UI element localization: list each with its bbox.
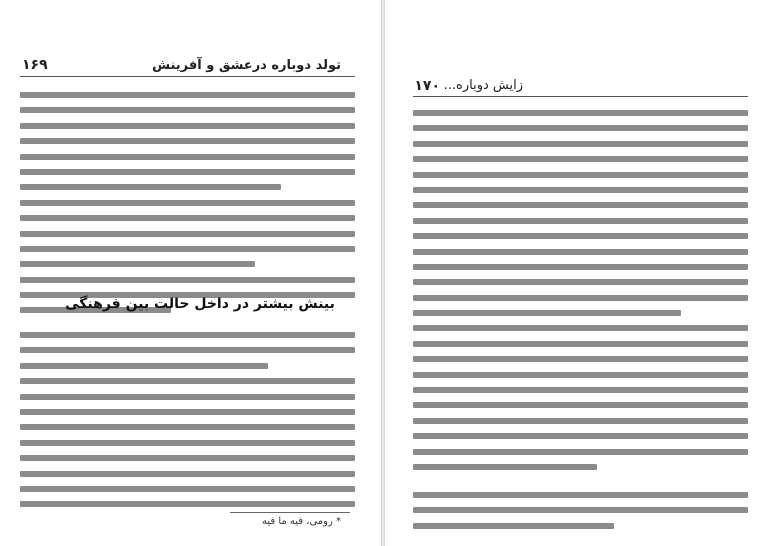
text-block-top-left [20, 92, 355, 323]
text-block-bottom-right [413, 492, 748, 538]
left-page [0, 0, 381, 546]
right-page [385, 0, 768, 546]
page-number-right: ۱۷۰ [414, 78, 440, 94]
text-block-top-right [413, 110, 748, 479]
running-head-right: زایش دوباره... [443, 78, 523, 93]
header-rule-left [20, 76, 355, 77]
text-block-bottom-left [20, 332, 355, 517]
section-heading: بینش بیشتر در داخل حالت بین فرهنگی [65, 296, 335, 312]
header-rule-right [413, 96, 748, 97]
footnote-rule [230, 512, 350, 513]
running-head-left: تولد دوباره درعشق و آفرینش [152, 58, 341, 73]
footnote: * رومی، فیه ما فیه [261, 516, 341, 527]
page-number-left: ۱۶۹ [22, 57, 48, 73]
